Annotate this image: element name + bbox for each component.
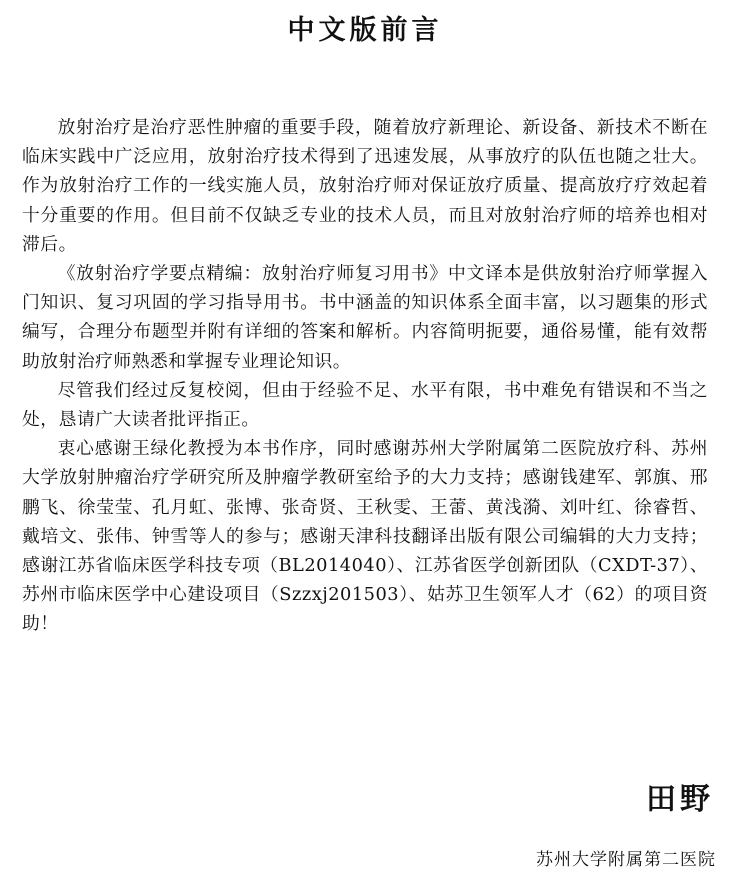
author-affiliation: 苏州大学附属第二医院 [536, 850, 716, 870]
paragraph: 放射治疗是治疗恶性肿瘤的重要手段，随着放疗新理论、新设备、新技术不断在临床实践中广泛应用，放射治疗技术得到了迅速发展，从事放疗的队伍也随之壮大。作为放射治疗工作的一线实施人员，放射治疗师对保证放疗质量、提高放疗疗效起着十分重要的作用。但目前不仅缺乏专业的技术人员，而且对放射治疗师的培养也相对滞后。 [22, 117, 708, 255]
page-title: 中文版前言 [287, 15, 443, 46]
preface-body [22, 113, 708, 639]
paragraph: 衷心感谢王绿化教授为本书作序，同时感谢苏州大学附属第二医院放疗科、苏州大学放射肿瘤治疗学研究所及肿瘤学教研室给予的大力支持；感谢钱建军、郭旗、邢鹏飞、徐莹莹、孔月虹、张博、张奇贤、王秋雯、王蕾、黄浅漪、刘叶红、徐睿哲、戴培文、张伟、钟雪等人的参与；感谢天津科技翻译出版有限公司编辑的大力支持；感谢江苏省临床医学科技专项（BL2014040）、江苏省医学创新团队（CXDT-37）、苏州市临床医学中心建设项目（Szzxj201503）、姑苏卫生领军人才（62）的项目资助！ [22, 438, 708, 635]
paragraph: 《放射治疗学要点精编：放射治疗师复习用书》中文译本是供放射治疗师掌握入门知识、复习巩固的学习指导用书。书中涵盖的知识体系全面丰富，以习题集的形式编写，合理分布题型并附有详细的答案和解析。内容简明扼要，通俗易懂，能有效帮助放射治疗师熟悉和掌握专业理论知识。 [22, 263, 708, 372]
paragraph: 尽管我们经过反复校阅，但由于经验不足、水平有限，书中难免有错误和不当之处，恳请广大读者批评指正。 [22, 379, 708, 431]
author-signature: 田野 [646, 782, 714, 817]
